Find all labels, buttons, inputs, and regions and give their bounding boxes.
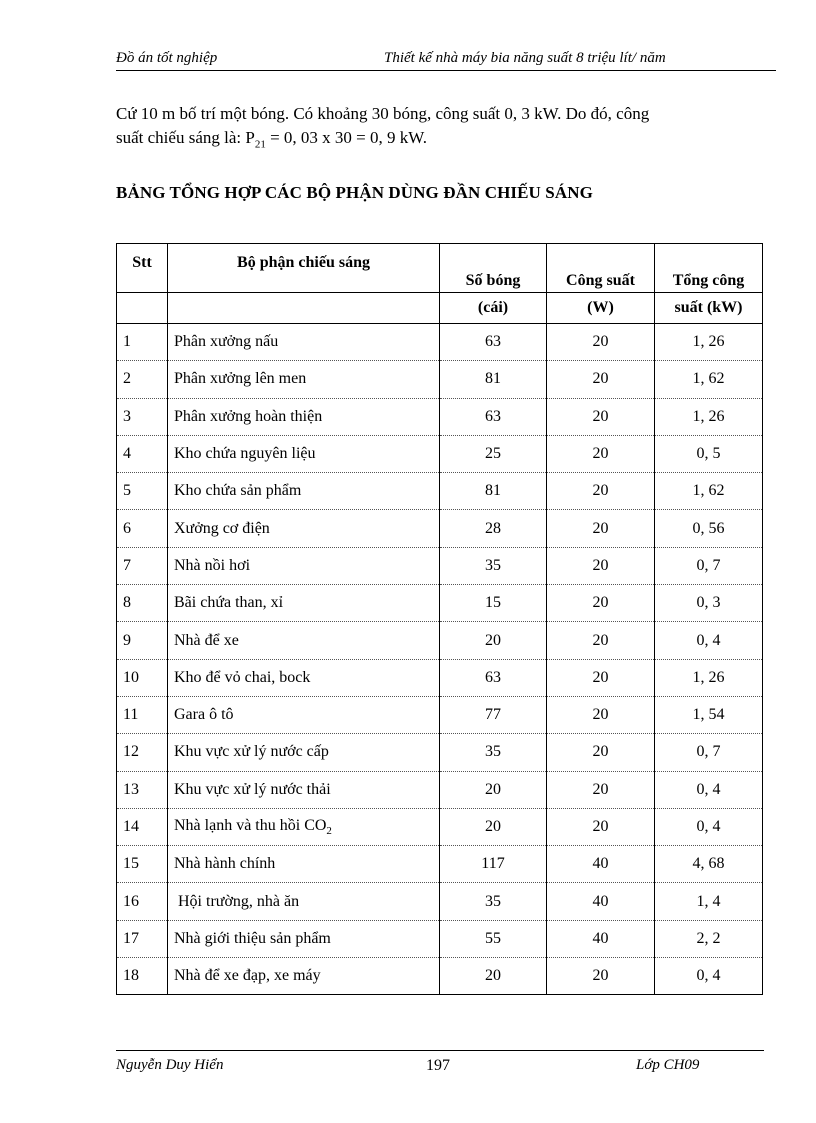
page-footer [116,1050,764,1081]
table-row [117,510,763,547]
row-part-name-text: Khu vực xử lý nước thải [174,780,331,798]
header-stt-blank [117,293,168,324]
row-bulbs: 77 [440,696,547,733]
row-total: 4, 68 [655,846,763,883]
row-stt: 5 [117,473,168,510]
row-power: 40 [547,883,655,920]
page-number: 197 [426,1057,450,1074]
row-part-name-text: Nhà hành chính [174,855,276,873]
row-part-name-text: Nhà để xe đạp, xe máy [174,967,321,985]
header-power: Công suất [547,244,655,293]
row-part-name-text: Kho chứa sản phẩm [174,482,302,500]
row-power: 20 [547,510,655,547]
row-stt: 18 [117,958,168,995]
row-part-name [168,324,440,361]
row-part-name-text: Kho chứa nguyên liệu [174,445,316,463]
intro-paragraph [116,102,756,156]
row-total: 1, 4 [655,883,763,920]
row-part-name [168,398,440,435]
row-stt: 10 [117,659,168,696]
row-stt: 15 [117,846,168,883]
table-row [117,659,763,696]
table-header-row [117,244,763,293]
table-row [117,920,763,957]
row-power: 20 [547,696,655,733]
row-part-name-text: Khu vực xử lý nước cấp [174,743,329,761]
row-power: 40 [547,846,655,883]
row-power: 20 [547,473,655,510]
row-part-name [168,510,440,547]
row-total: 1, 62 [655,473,763,510]
row-total: 0, 4 [655,622,763,659]
row-bulbs: 20 [440,958,547,995]
row-stt: 8 [117,585,168,622]
row-part-name-text: Nhà để xe [174,631,239,649]
row-part-name [168,361,440,398]
row-part-name-text: Hội trường, nhà ăn [174,892,300,910]
header-total-unit: suất (kW) [655,293,763,324]
row-power: 20 [547,398,655,435]
table-row [117,734,763,771]
row-total: 0, 5 [655,435,763,472]
footer-author: Nguyễn Duy Hiển [116,1057,224,1073]
row-part-name [168,547,440,584]
row-bulbs: 20 [440,771,547,808]
row-part-name [168,585,440,622]
table-row [117,808,763,845]
row-stt: 6 [117,510,168,547]
header-part-blank [168,293,440,324]
table-row [117,846,763,883]
row-stt: 14 [117,808,168,845]
row-part-name-text: Nhà lạnh và thu hồi CO [174,816,327,834]
row-stt: 11 [117,696,168,733]
row-part-name-text: Nhà giới thiệu sản phẩm [174,929,331,947]
row-power: 20 [547,435,655,472]
intro-line-2-suffix: = 0, 03 x 30 = 0, 9 kW. [265,128,427,147]
row-bulbs: 63 [440,659,547,696]
row-total: 2, 2 [655,920,763,957]
row-bulbs: 25 [440,435,547,472]
row-total: 0, 4 [655,958,763,995]
row-part-name-text: Gara ô tô [174,706,234,724]
row-stt: 12 [117,734,168,771]
row-bulbs: 81 [440,361,547,398]
row-power: 40 [547,920,655,957]
row-stt: 7 [117,547,168,584]
table-header-units-row [117,293,763,324]
row-bulbs: 81 [440,473,547,510]
header-total: Tổng công [655,244,763,293]
row-total: 1, 26 [655,324,763,361]
row-part-name [168,920,440,957]
intro-line-2-prefix: suất chiếu sáng là: P [116,128,255,147]
row-stt: 2 [117,361,168,398]
header-power-unit: (W) [547,293,655,324]
header-right-title: Thiết kế nhà máy bia năng suất 8 triệu lít/ năm [384,50,666,66]
row-power: 20 [547,771,655,808]
row-bulbs: 117 [440,846,547,883]
row-power: 20 [547,734,655,771]
table-row [117,696,763,733]
row-power: 20 [547,361,655,398]
row-power: 20 [547,622,655,659]
table-row [117,883,763,920]
row-part-name [168,734,440,771]
table-row [117,622,763,659]
row-stt: 13 [117,771,168,808]
row-part-name-text: Kho để vỏ chai, bock [174,668,311,686]
table-row [117,398,763,435]
row-bulbs: 20 [440,622,547,659]
section-heading: BẢNG TỔNG HỢP CÁC BỘ PHẬN DÙNG ĐẦN CHIẾU SÁNG [116,183,593,202]
row-part-name [168,473,440,510]
row-part-name-text: Phân xưởng nấu [174,333,279,351]
table-row [117,324,763,361]
row-power: 20 [547,547,655,584]
table-row [117,958,763,995]
row-power: 20 [547,585,655,622]
row-total: 1, 54 [655,696,763,733]
row-total: 0, 7 [655,547,763,584]
row-power: 20 [547,958,655,995]
row-part-name [168,435,440,472]
lighting-summary-table [116,243,763,995]
row-part-name [168,771,440,808]
row-part-name [168,622,440,659]
row-bulbs: 63 [440,398,547,435]
table-row [117,585,763,622]
row-part-name-text: Xưởng cơ điện [174,519,270,537]
row-stt: 1 [117,324,168,361]
row-part-name [168,846,440,883]
row-part-name-text: Phân xưởng hoàn thiện [174,407,323,425]
intro-line-2-subscript: 21 [254,138,266,151]
row-total: 0, 56 [655,510,763,547]
header-stt: Stt [117,244,168,293]
row-bulbs: 35 [440,883,547,920]
header-bulbs: Số bóng [440,244,547,293]
row-bulbs: 20 [440,808,547,845]
row-bulbs: 35 [440,547,547,584]
header-left-title: Đồ án tốt nghiệp [116,50,218,66]
row-part-name-text: Bãi chứa than, xỉ [174,594,284,612]
footer-class: Lớp CH09 [636,1057,700,1073]
row-power: 20 [547,808,655,845]
row-part-name-text: Phân xưởng lên men [174,370,307,388]
row-total: 0, 4 [655,808,763,845]
row-part-name [168,808,440,845]
row-part-name [168,696,440,733]
row-total: 0, 3 [655,585,763,622]
row-part-name [168,883,440,920]
table-row [117,473,763,510]
intro-line-1: Cứ 10 m bố trí một bóng. Có khoảng 30 bóng, công suất 0, 3 kW. Do đó, công [116,104,650,123]
row-bulbs: 28 [440,510,547,547]
row-stt: 17 [117,920,168,957]
page-header [116,46,776,71]
intro-line-2 [116,126,756,156]
row-total: 1, 62 [655,361,763,398]
row-part-name-subscript: 2 [326,825,332,838]
table-row [117,361,763,398]
row-total: 1, 26 [655,398,763,435]
table-row [117,547,763,584]
row-stt: 3 [117,398,168,435]
row-total: 0, 7 [655,734,763,771]
header-part: Bộ phận chiếu sáng [168,244,440,293]
row-power: 20 [547,324,655,361]
row-bulbs: 63 [440,324,547,361]
row-total: 1, 26 [655,659,763,696]
row-bulbs: 55 [440,920,547,957]
table-row [117,771,763,808]
table-row [117,435,763,472]
row-bulbs: 35 [440,734,547,771]
row-bulbs: 15 [440,585,547,622]
row-part-name [168,659,440,696]
row-stt: 4 [117,435,168,472]
row-stt: 9 [117,622,168,659]
row-part-name-text: Nhà nồi hơi [174,556,251,574]
row-total: 0, 4 [655,771,763,808]
header-bulbs-unit: (cái) [440,293,547,324]
row-power: 20 [547,659,655,696]
row-stt: 16 [117,883,168,920]
row-part-name [168,958,440,995]
